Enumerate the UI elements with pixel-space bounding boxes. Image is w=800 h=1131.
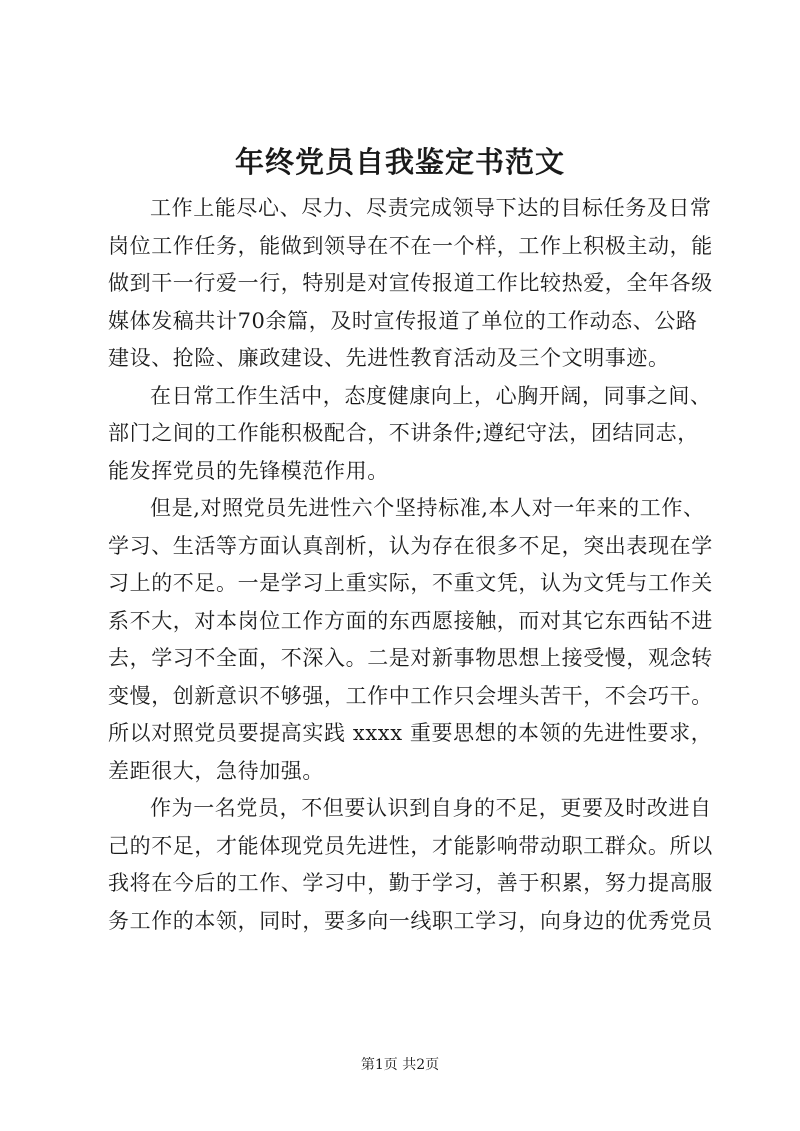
- paragraph-4-line-1: 作为一名党员，不但要认识到自身的不足，更要及时改进自: [150, 796, 712, 820]
- page-footer: 第1页 共2页: [360, 1057, 440, 1073]
- document-title: 年终党员自我鉴定书范文: [234, 145, 565, 179]
- paragraph-4-line-4: 务工作的本领，同时，要多向一线职工学习，向身边的优秀党员: [108, 908, 713, 933]
- paragraph-3-line-3: 习上的不足。一是学习上重实际，不重文凭，认为文凭与工作关: [108, 571, 713, 595]
- paragraph-1-line-5: 建设、抢险、廉政建设、先进性教育活动及三个文明事迹。: [108, 346, 670, 370]
- document-body: [108, 190, 714, 940]
- paragraph-1-line-4: 媒体发稿共计70余篇，及时宣传报道了单位的工作动态、公路: [108, 308, 698, 333]
- paragraph-3-line-8: 差距很大，急待加强。: [108, 758, 324, 783]
- paragraph-4-line-3: 我将在今后的工作、学习中，勤于学习，善于积累，努力提高服: [108, 871, 713, 895]
- paragraph-4-line-2: 己的不足，才能体现党员先进性，才能影响带动职工群众。所以: [108, 833, 713, 858]
- paragraph-2-line-1: 在日常工作生活中，态度健康向上，心胸开阔，同事之间、: [150, 383, 712, 408]
- paragraph-3-line-5: 去，学习不全面，不深入。二是对新事物思想上接受慢，观念转: [108, 646, 713, 670]
- paragraph-3-line-2: 学习、生活等方面认真剖析，认为存在很多不足，突出表现在学: [108, 533, 713, 558]
- paragraph-3-line-6: 变慢，创新意识不够强，工作中工作只会埋头苦干，不会巧干。: [108, 683, 713, 708]
- paragraph-2-line-3: 能发挥党员的先锋模范作用。: [108, 458, 389, 483]
- paragraph-3-line-4: 系不大，对本岗位工作方面的东西愿接触，而对其它东西钻不进: [108, 608, 713, 633]
- paragraph-2-line-2: 部门之间的工作能积极配合，不讲条件;遵纪守法，团结同志，: [108, 421, 699, 445]
- paragraph-1-line-3: 做到干一行爱一行，特别是对宣传报道工作比较热爱，全年各级: [108, 271, 713, 295]
- paragraph-1-line-2: 岗位工作任务，能做到领导在不在一个样，工作上积极主动，能: [108, 233, 713, 258]
- paragraph-3-line-1: 但是,对照党员先进性六个坚持标准,本人对一年来的工作、: [150, 496, 705, 520]
- paragraph-3-line-7: 所以对照党员要提高实践 xxxx 重要思想的本领的先进性要求，: [108, 721, 713, 745]
- paragraph-1-line-1: 工作上能尽心、尽力、尽责完成领导下达的目标任务及日常: [150, 196, 712, 220]
